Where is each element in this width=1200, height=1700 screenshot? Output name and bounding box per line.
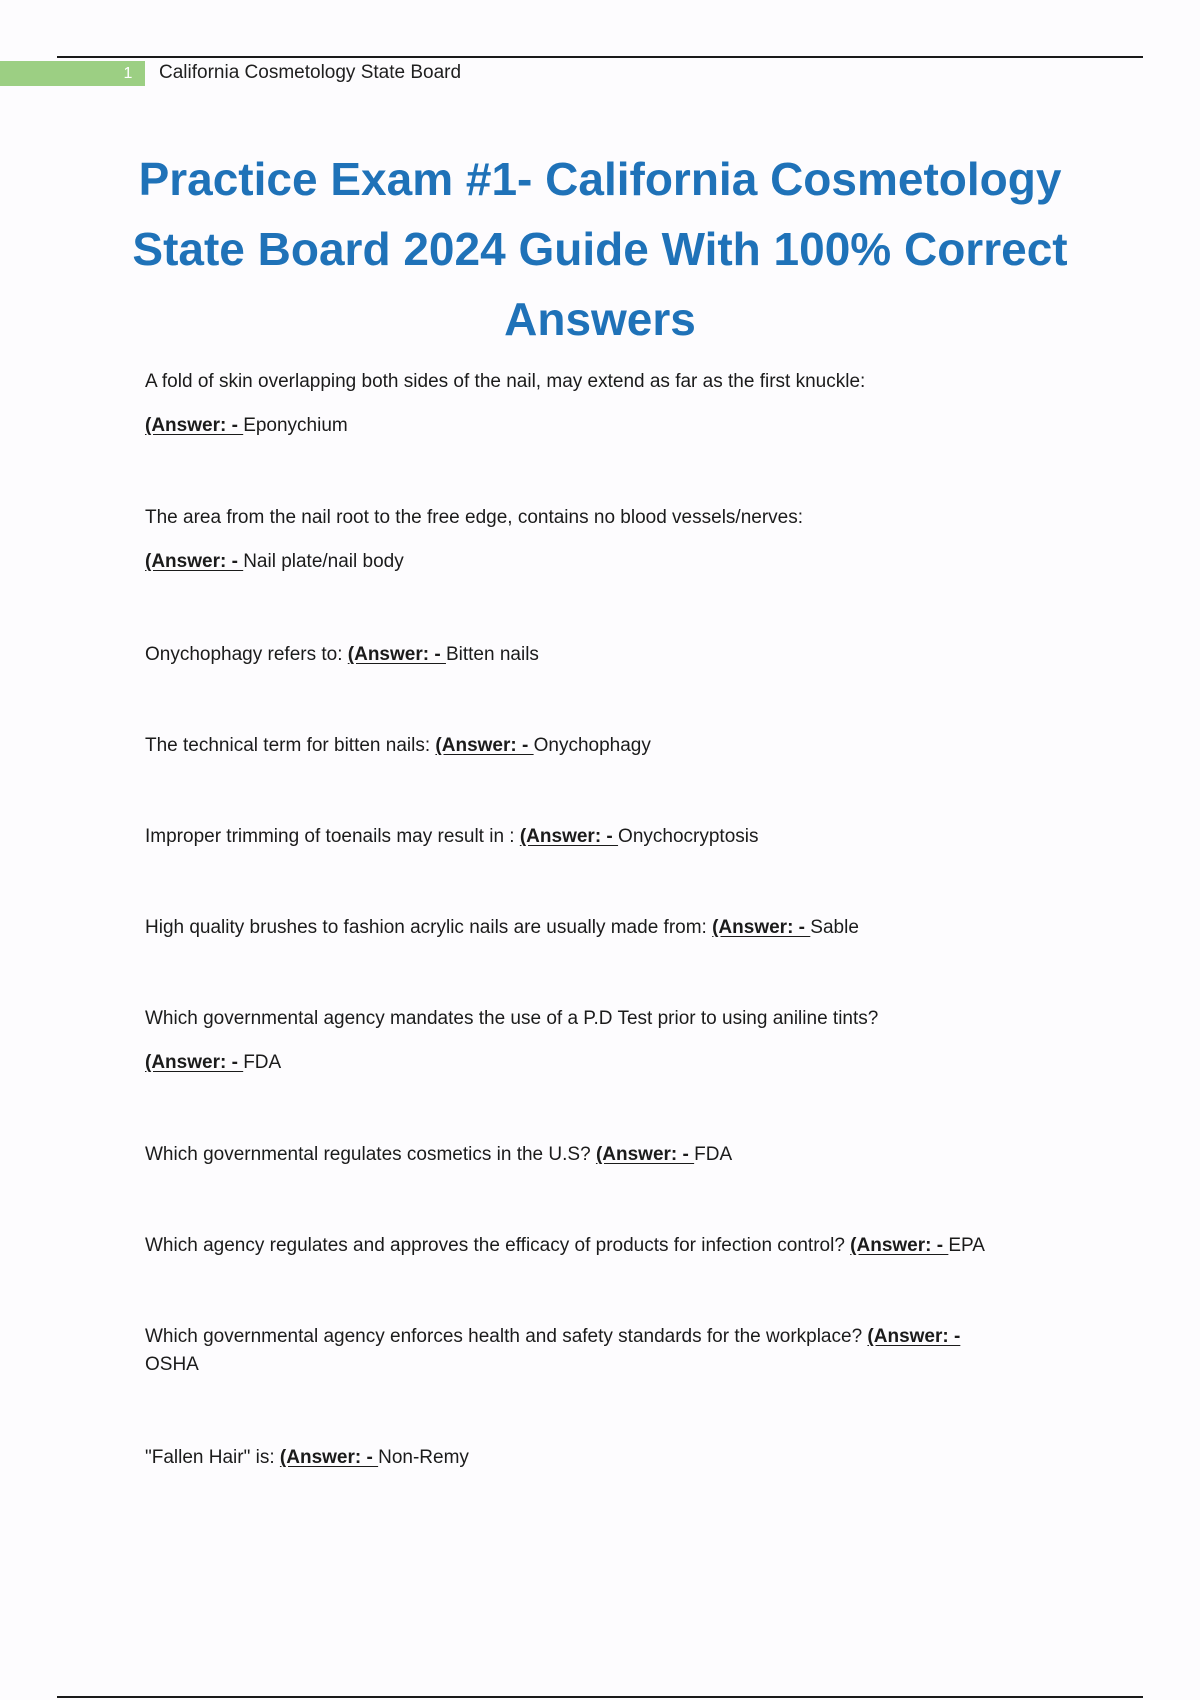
answer-label: (Answer: - — [867, 1326, 961, 1347]
question-text: Onychophagy refers to: — [145, 644, 348, 665]
qa-item — [145, 504, 1075, 576]
answer-text: Non-Remy — [378, 1447, 469, 1468]
answer-text: FDA — [694, 1144, 733, 1165]
qa-item — [145, 641, 1075, 669]
answer-text: Onychocryptosis — [618, 826, 759, 847]
question-text: "Fallen Hair" is: — [145, 1447, 280, 1468]
question-text: Which governmental agency mandates the use of a P.D Test prior to using aniline tints? — [145, 1008, 879, 1029]
page-number: 1 — [123, 65, 133, 82]
answer-label: (Answer: - — [850, 1235, 949, 1256]
answer-label: (Answer: - — [279, 1447, 379, 1468]
page-title: Practice Exam #1- California Cosmetology State Board 2024 Guide With 100% Correct Answers — [132, 153, 1068, 345]
answer-label: (Answer: - — [519, 826, 619, 847]
qa-item — [145, 823, 1075, 851]
qa-item — [145, 1141, 1075, 1169]
qa-item — [145, 732, 1075, 760]
answer-label: (Answer: - — [347, 644, 446, 665]
question-text: A fold of skin overlapping both sides of the nail, may extend as far as the first knuckle: — [145, 371, 866, 392]
question-text: Which agency regulates and approves the efficacy of products for infection control? — [145, 1235, 851, 1256]
answer-label: (Answer: - — [145, 415, 244, 436]
answer-text: Nail plate/nail body — [243, 551, 404, 572]
qa-item — [145, 914, 1075, 942]
question-text: Which governmental agency enforces health and safety standards for the workplace? — [145, 1326, 868, 1347]
qa-item — [145, 1005, 1075, 1077]
answer-text: FDA — [243, 1052, 282, 1073]
answer-label: (Answer: - — [145, 551, 244, 572]
qa-item — [145, 1232, 1075, 1260]
running-header: California Cosmetology State Board — [159, 62, 462, 83]
answer-text: OSHA — [145, 1354, 199, 1375]
question-text: The area from the nail root to the free edge, contains no blood vessels/nerves: — [145, 507, 803, 528]
answer-label: (Answer: - — [712, 917, 811, 938]
answer-text: Sable — [810, 917, 859, 938]
answer-label: (Answer: - — [145, 1052, 244, 1073]
question-text: Which governmental regulates cosmetics in the U.S? — [145, 1144, 596, 1165]
qa-item — [145, 1323, 1075, 1379]
question-text: Improper trimming of toenails may result in : — [145, 826, 520, 847]
answer-text: Eponychium — [243, 415, 348, 436]
answer-label: (Answer: - — [595, 1144, 695, 1165]
answer-text: EPA — [948, 1235, 985, 1256]
answer-text: Bitten nails — [445, 644, 539, 665]
qa-item — [145, 1444, 1075, 1472]
footer-rule — [57, 1696, 1143, 1698]
qa-item — [145, 368, 1075, 440]
answer-text: Onychophagy — [533, 735, 651, 756]
answer-label: (Answer: - — [435, 735, 534, 756]
question-text: The technical term for bitten nails: — [145, 735, 436, 756]
header-rule — [57, 56, 1143, 58]
question-text: High quality brushes to fashion acrylic nails are usually made from: — [145, 917, 713, 938]
